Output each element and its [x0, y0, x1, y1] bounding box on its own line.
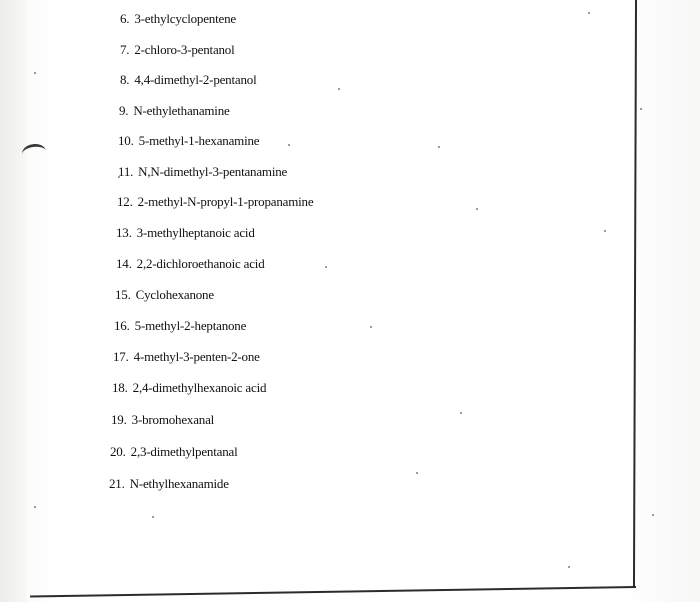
question-number: 10. — [118, 133, 134, 148]
question-number: 17. — [113, 349, 129, 364]
compound-name: 2-chloro-3-pentanol — [134, 42, 235, 57]
compound-name: 4,4-dimethyl-2-pentanol — [134, 72, 257, 87]
page-left-shadow — [0, 0, 26, 602]
question-number: 6. — [120, 11, 130, 26]
list-item — [112, 380, 266, 396]
question-number: 16. — [114, 318, 130, 333]
question-number: 12. — [117, 194, 133, 209]
list-item — [115, 287, 214, 303]
compound-name: N,N-dimethyl-3-pentanamine — [138, 164, 288, 179]
scan-speck — [460, 412, 462, 414]
question-number: 19. — [111, 412, 127, 427]
list-item — [118, 133, 259, 149]
question-number: 9. — [119, 103, 129, 118]
scan-speck — [568, 566, 570, 568]
paper-right-edge — [633, 0, 637, 588]
list-item — [113, 349, 260, 365]
scan-speck — [588, 12, 590, 14]
list-item — [117, 194, 313, 210]
paper-bottom-edge — [30, 586, 636, 597]
compound-name: N-ethylethanamine — [133, 103, 230, 118]
question-number: 11. — [118, 164, 134, 179]
scan-speck — [438, 146, 440, 148]
list-item — [110, 444, 238, 460]
compound-name: 5-methyl-1-hexanamine — [138, 133, 260, 148]
compound-name: 4-methyl-3-penten-2-one — [133, 349, 260, 364]
scan-speck — [325, 266, 327, 268]
compound-name: 2,3-dimethylpentanal — [130, 444, 238, 459]
question-number: 21. — [109, 476, 125, 491]
list-item — [120, 42, 235, 58]
scan-speck — [652, 514, 654, 516]
scan-speck — [34, 72, 36, 74]
list-item — [119, 103, 230, 119]
question-number: 14. — [116, 256, 132, 271]
question-number: 8. — [120, 72, 130, 87]
scan-speck — [370, 326, 372, 328]
scan-speck — [604, 230, 606, 232]
scan-speck — [152, 516, 154, 518]
list-item — [111, 412, 214, 428]
scan-speck — [416, 472, 418, 474]
compound-name: 2-methyl-N-propyl-1-propanamine — [137, 194, 314, 209]
compound-name: 3-methylheptanoic acid — [136, 225, 255, 240]
list-item — [120, 11, 236, 27]
scan-speck — [476, 208, 478, 210]
question-number: 18. — [112, 380, 128, 395]
compound-name: N-ethylhexanamide — [129, 476, 229, 491]
question-number: 13. — [116, 225, 132, 240]
list-item — [114, 318, 246, 334]
list-item — [118, 164, 287, 180]
scan-speck — [640, 108, 642, 110]
compound-name: 2,2-dichloroethanoic acid — [136, 256, 265, 271]
scan-speck — [338, 88, 340, 90]
question-number: 15. — [115, 287, 131, 302]
question-number: 20. — [110, 444, 126, 459]
scan-speck — [34, 506, 36, 508]
compound-name: 3-ethylcyclopentene — [134, 11, 236, 26]
list-item — [120, 72, 256, 88]
compound-name: 5-methyl-2-heptanone — [134, 318, 247, 333]
list-item — [116, 225, 255, 241]
compound-name: 3-bromohexanal — [131, 412, 215, 427]
question-number: 7. — [120, 42, 130, 57]
list-item — [109, 476, 229, 492]
list-item — [116, 256, 265, 272]
compound-name: 2,4-dimethylhexanoic acid — [132, 380, 267, 395]
compound-name: Cyclohexanone — [135, 287, 214, 302]
scan-speck — [288, 144, 290, 146]
